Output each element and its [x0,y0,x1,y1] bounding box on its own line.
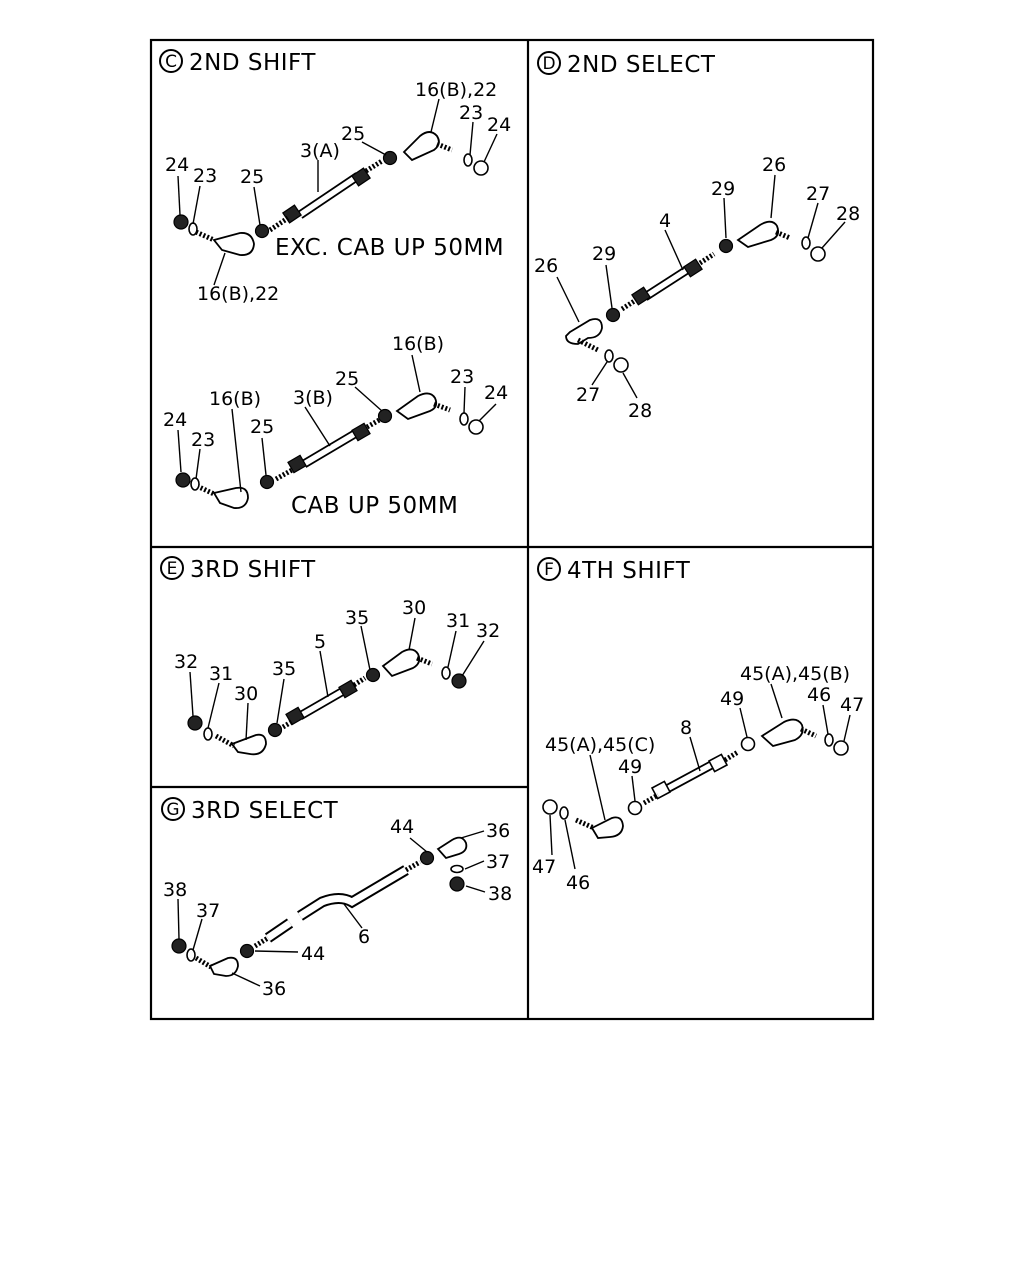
panel-title-d: 2ND SELECT [567,52,716,78]
panel-f-4th-shift [532,558,864,894]
callout-16b-22-upper: 16(B),22 [415,79,498,101]
svg-text:D: D [542,54,556,74]
panel-title-g: 3RD SELECT [191,798,339,824]
callout-36-right: 36 [486,820,511,842]
callout-46-right: 46 [807,684,832,706]
callout-47-right: 47 [840,694,865,716]
svg-text:G: G [166,800,180,820]
assembly-c-cab-up [176,393,483,508]
callout-37-right: 37 [486,851,511,873]
callout-5: 5 [314,631,327,653]
callout-6: 6 [358,926,371,948]
callout-lines-f [550,684,850,869]
callout-35-right: 35 [345,607,370,629]
callout-24-upper-left: 24 [165,154,190,176]
callout-49-right: 49 [720,688,745,710]
callout-47-left: 47 [532,856,557,878]
callout-49-left: 49 [618,756,643,778]
callout-45a-45b: 45(A),45(B) [740,663,851,685]
callout-16b-right: 16(B) [392,333,445,355]
panel-title-c: 2ND SHIFT [189,50,316,76]
callout-35-left: 35 [272,658,297,680]
callout-3b: 3(B) [293,387,333,409]
callout-28-right: 28 [836,203,861,225]
callout-25-upper-left: 25 [240,166,265,188]
callout-25-upper-right: 25 [341,123,366,145]
callout-44-right: 44 [390,816,415,838]
callout-25-lower-right: 25 [335,368,360,390]
panel-marker-g [162,798,184,820]
callout-31-left: 31 [209,663,234,685]
note-exc-cab-up: EXC. CAB UP 50MM [275,235,505,261]
callout-28-left: 28 [628,400,653,422]
callout-31-right: 31 [446,610,471,632]
callout-23-lower-left: 23 [191,429,216,451]
panel-marker-d [538,52,560,74]
callout-30-left: 30 [234,683,259,705]
callout-38-left: 38 [163,879,188,901]
callout-24-upper-right: 24 [487,114,512,136]
callout-30-right: 30 [402,597,427,619]
callout-45a-45c: 45(A),45(C) [545,734,656,756]
callout-23-upper-left: 23 [193,165,218,187]
callout-lines-d [557,175,845,398]
panel-title-f: 4TH SHIFT [567,558,691,584]
panel-marker-c [160,50,182,72]
svg-text:E: E [166,559,178,579]
callout-38-right: 38 [488,883,513,905]
callout-23-upper-right: 23 [459,102,484,124]
callout-37-left: 37 [196,900,221,922]
callout-8: 8 [680,717,693,739]
callout-lines-e [190,618,484,740]
panel-g-3rd-select [162,798,512,1000]
callout-4: 4 [659,210,672,232]
panel-d-2nd-select [534,52,860,422]
callout-29-left: 29 [592,243,617,265]
callout-29-right: 29 [711,178,736,200]
callout-16b-left: 16(B) [209,388,262,410]
panel-title-e: 3RD SHIFT [190,557,316,583]
callout-24-lower-left: 24 [163,409,188,431]
callout-23-lower-right: 23 [450,366,475,388]
callout-44-left: 44 [301,943,326,965]
callout-26-left: 26 [534,255,559,277]
callout-16b-22-lower: 16(B),22 [197,283,280,305]
panel-marker-e [161,557,183,579]
panel-marker-f [538,558,560,580]
panel-c-2nd-shift [160,50,511,519]
callout-36-left: 36 [262,978,287,1000]
svg-text:F: F [544,560,554,580]
svg-text:C: C [165,52,177,72]
callout-26-right: 26 [762,154,787,176]
callout-24-lower-right: 24 [484,382,509,404]
panel-e-3rd-shift [161,557,500,754]
callout-32-left: 32 [174,651,199,673]
callout-27-right: 27 [806,183,831,205]
callout-3a: 3(A) [300,140,340,162]
note-cab-up: CAB UP 50MM [291,493,459,519]
callout-32-right: 32 [476,620,501,642]
callout-46-left: 46 [566,872,591,894]
callout-25-lower-left: 25 [250,416,275,438]
callout-27-left: 27 [576,384,601,406]
